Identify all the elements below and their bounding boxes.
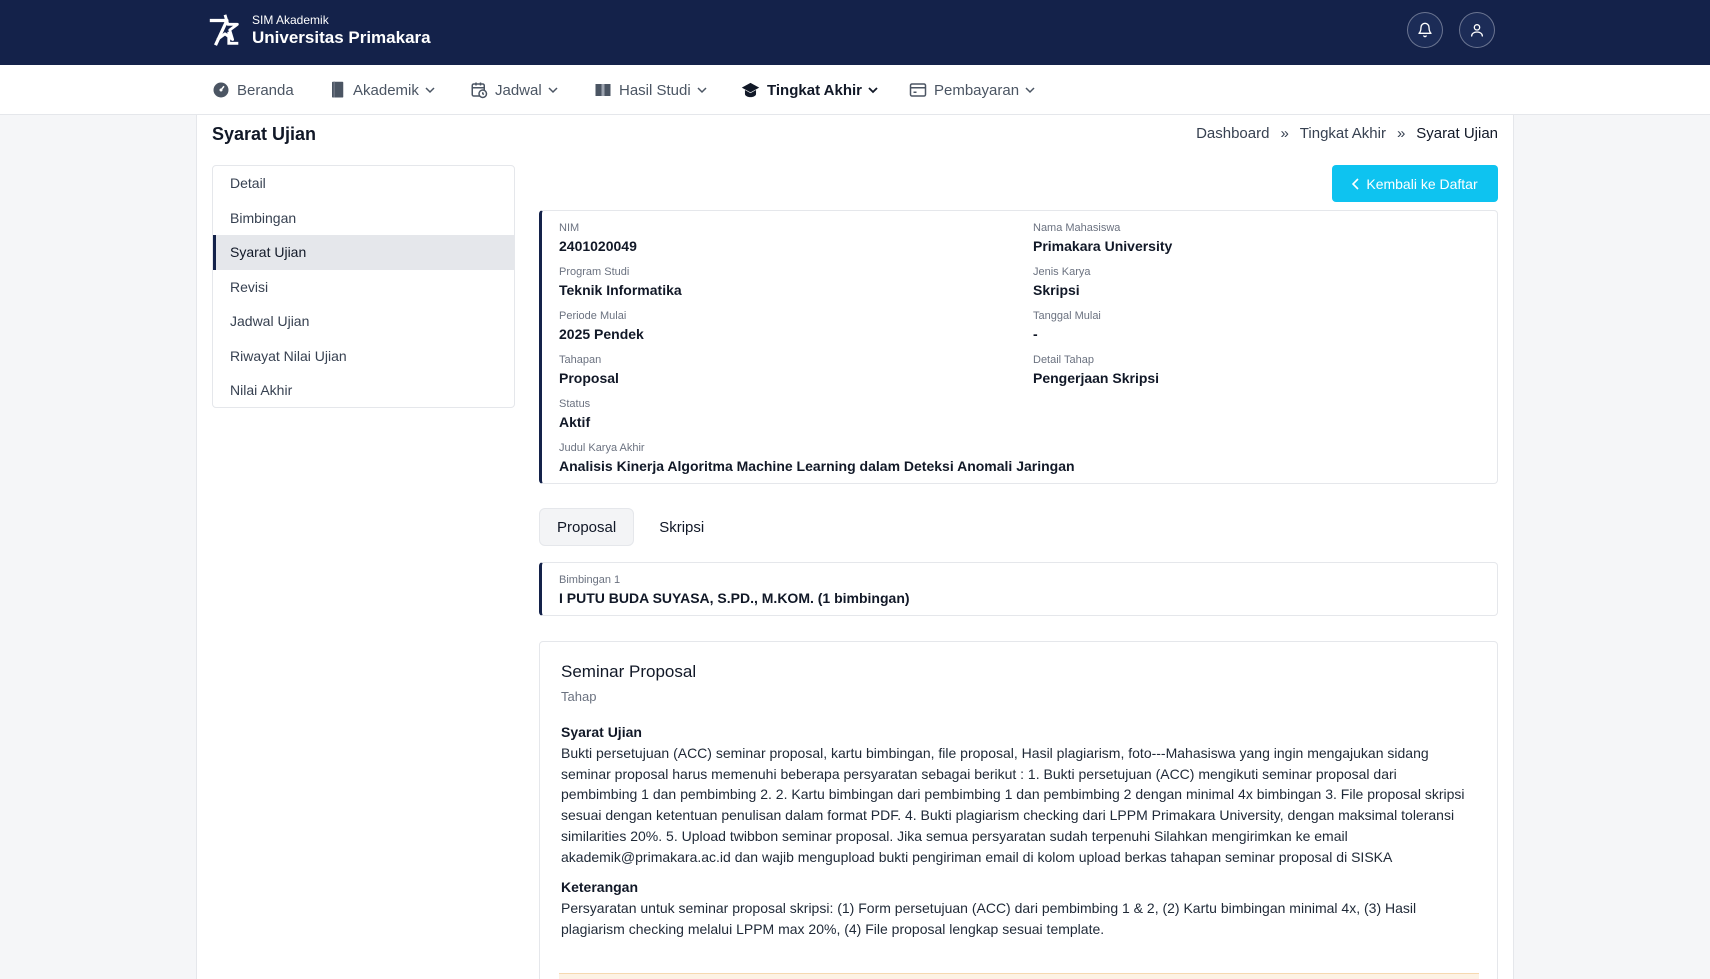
field-value: Teknik Informatika [559, 282, 682, 298]
field-value: I PUTU BUDA SUYASA, S.PD., M.KOM. (1 bimbingan) [559, 590, 910, 606]
nav-item-akademik[interactable] [330, 65, 435, 115]
field-value: Primakara University [1033, 238, 1173, 254]
field-periode [559, 309, 644, 344]
field-nim [559, 221, 637, 256]
field-label: Tanggal Mulai [1033, 310, 1101, 322]
field-value: 2025 Pendek [559, 326, 644, 342]
field-label: Tahapan [559, 354, 602, 366]
field-nama [1033, 221, 1172, 256]
brand-subtitle: SIM Akademik [252, 12, 329, 27]
field-label: Periode Mulai [559, 310, 627, 322]
warning-alert [559, 973, 1479, 979]
chevron-down-icon [868, 85, 878, 95]
student-info-card [539, 210, 1498, 484]
keterangan-text: Persyaratan untuk seminar proposal skripsi: (1) Form persetujuan (ACC) dari pembimbing 1 & 2, (2) Kartu bimbingan minimal 4x, (3) Hasil plagiarism checking melalui LPPM max 20%, (4) File proposal lengkap sesuai template. [561, 900, 1417, 937]
user-icon [1469, 22, 1485, 38]
bell-icon [1417, 22, 1433, 38]
field-detail-tahap [1033, 353, 1159, 388]
field-bimbingan [559, 573, 910, 608]
breadcrumb-current: Syarat Ujian [1416, 125, 1498, 142]
nav-item-pembayaran[interactable] [909, 65, 1035, 115]
nav-label: Tingkat Akhir [767, 81, 863, 99]
field-label: NIM [559, 222, 580, 234]
nav-label: Jadwal [495, 81, 542, 99]
chevron-down-icon [548, 85, 558, 95]
field-prodi [559, 265, 682, 300]
field-label: Detail Tahap [1033, 354, 1094, 366]
university-logo-icon [206, 11, 244, 49]
nav-label: Beranda [237, 81, 294, 99]
card-icon [909, 82, 927, 98]
nav-label: Hasil Studi [619, 81, 691, 99]
breadcrumb-tingkat-akhir[interactable]: Tingkat Akhir [1299, 125, 1386, 142]
main-nav [0, 65, 1710, 115]
top-bar [0, 0, 1710, 65]
syarat-heading: Syarat Ujian [561, 724, 642, 740]
field-label: Status [559, 398, 591, 410]
book-icon [330, 81, 346, 99]
field-value: 2401020049 [559, 238, 637, 254]
field-label: Program Studi [559, 266, 630, 278]
side-menu-item-revisi[interactable]: Revisi [230, 278, 269, 295]
nav-item-hasil-studi[interactable] [594, 65, 707, 115]
field-value: - [1033, 326, 1038, 342]
field-value: Analisis Kinerja Algoritma Machine Learning dalam Deteksi Anomali Jaringan [559, 458, 1075, 474]
nav-label: Pembayaran [934, 81, 1020, 99]
side-menu-item-syarat-ujian[interactable]: Syarat Ujian [213, 235, 514, 270]
field-value: Proposal [559, 370, 619, 386]
field-jenis-karya [1033, 265, 1090, 300]
seminar-subtitle: Tahap [561, 689, 597, 704]
field-label: Jenis Karya [1033, 266, 1091, 278]
tab-proposal[interactable]: Proposal [539, 508, 634, 546]
breadcrumb-separator-icon: » [1280, 125, 1289, 142]
page-title: Syarat Ujian [212, 124, 317, 144]
chevron-down-icon [1025, 85, 1035, 95]
field-value: Pengerjaan Skripsi [1033, 370, 1160, 386]
side-menu-item-jadwal-ujian[interactable]: Jadwal Ujian [230, 313, 310, 330]
side-menu [212, 165, 515, 408]
keterangan-heading: Keterangan [561, 879, 639, 895]
side-menu-item-nilai-akhir[interactable]: Nilai Akhir [230, 382, 293, 399]
field-tanggal-mulai [1033, 309, 1101, 344]
field-label: Bimbingan 1 [559, 574, 621, 586]
profile-button[interactable] [1459, 12, 1495, 48]
side-menu-item-riwayat-nilai[interactable]: Riwayat Nilai Ujian [230, 347, 347, 364]
field-label: Nama Mahasiswa [1033, 222, 1121, 234]
brand[interactable] [206, 11, 431, 49]
brand-title: Universitas Primakara [252, 27, 431, 47]
chevron-down-icon [425, 85, 435, 95]
breadcrumb-dashboard[interactable]: Dashboard [1196, 125, 1270, 142]
field-judul [559, 441, 1075, 476]
side-menu-item-detail[interactable]: Detail [230, 175, 266, 192]
breadcrumb-separator-icon: » [1396, 125, 1406, 142]
chevron-down-icon [697, 85, 707, 95]
notification-button[interactable] [1407, 12, 1443, 48]
open-book-icon [594, 81, 612, 99]
tab-skripsi[interactable]: Skripsi [659, 518, 705, 536]
calendar-icon [470, 81, 488, 99]
stage-tabs [539, 508, 721, 546]
field-value: Skripsi [1033, 282, 1080, 298]
dashboard-icon [212, 81, 230, 99]
syarat-text: Bukti persetujuan (ACC) seminar proposal, kartu bimbingan, file proposal, Hasil plagiarism, foto---Mahasiswa yang ingin mengajukan sidang seminar proposal harus memenuhi beberapa persyaratan sebagai berikut : 1. Bukti persetujuan (ACC) mengikuti seminar proposal dari pembimbing 1 dan pembimbing 2. 2. Kartu bimbingan dari pembimbing 1 dan pembimbing 2 dengan minimal 4x bimbingan 3. File proposal skripsi sesuai dengan ketentuan penulisan dalam format PDF. 4. Bukti plagiarism checking dari LPPM Primakara University, dengan maksimal toleransi similarities 20%. 5. Upload twibbon seminar proposal. Jika semua persyaratan sudah terpenuhi Silahkan mengirimkan ke email akademik@primakara.ac.id dan wajib mengupload bukti pengiriman email di kolom upload berkas tahapan seminar proposal di SISKA [561, 745, 1465, 865]
breadcrumb [1196, 125, 1498, 142]
chevron-left-icon [1352, 178, 1360, 190]
supervisor-card [539, 562, 1498, 616]
back-to-list-button[interactable] [1332, 165, 1498, 202]
field-tahapan [559, 353, 619, 388]
field-status [559, 397, 590, 432]
seminar-proposal-card [539, 641, 1498, 979]
nav-label: Akademik [353, 81, 419, 99]
field-value: Aktif [559, 414, 591, 430]
back-button-label: Kembali ke Daftar [1366, 175, 1478, 192]
side-menu-item-bimbingan[interactable]: Bimbingan [230, 209, 297, 226]
nav-item-jadwal[interactable] [470, 65, 558, 115]
graduation-cap-icon [741, 81, 760, 99]
seminar-title: Seminar Proposal [561, 662, 697, 681]
nav-item-beranda[interactable] [212, 65, 294, 115]
nav-item-tingkat-akhir[interactable] [741, 65, 878, 115]
field-label: Judul Karya Akhir [559, 442, 645, 454]
